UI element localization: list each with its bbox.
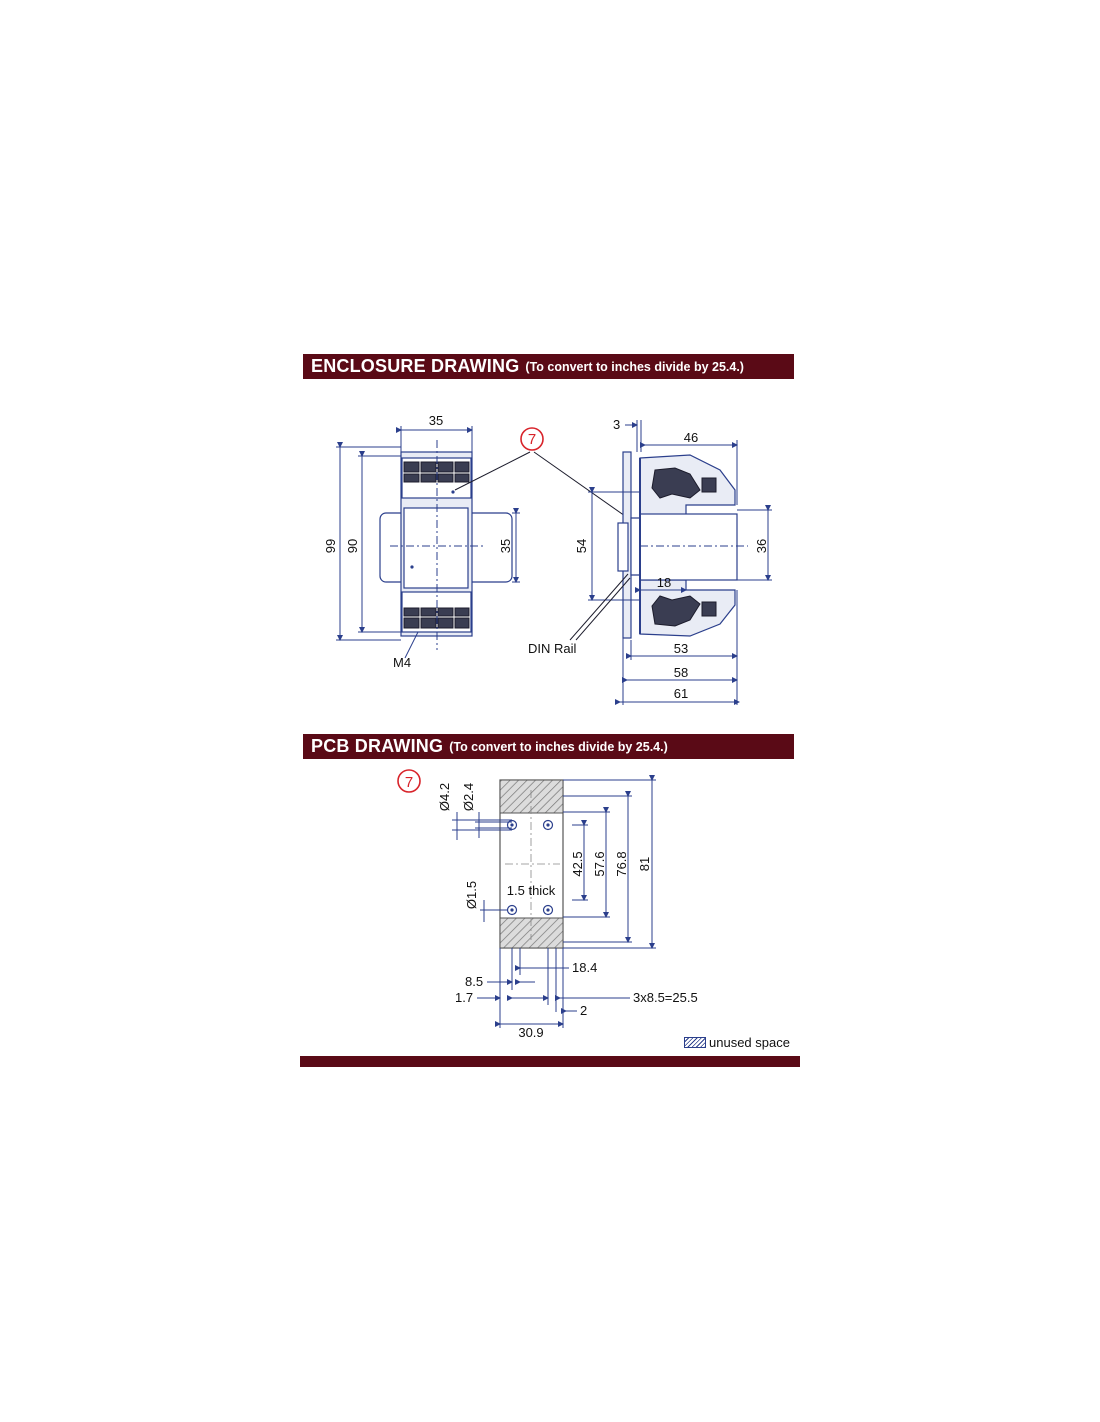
unused-space-legend [684,1035,790,1050]
section-title: PCB DRAWING [311,736,444,756]
dim-pitch: 3x8.5=25.5 [633,990,698,1005]
dim-rail-height: 35 [498,538,513,554]
dim-height-overall: 99 [323,538,338,554]
enclosure-front-view [323,413,520,670]
callout-number: 7 [404,774,414,791]
dim-53: 53 [673,641,689,656]
dim-3: 3 [613,417,621,432]
legend-label: unused space [709,1035,790,1050]
enclosure-side-view [528,417,772,705]
front-panel [404,508,468,588]
unused-area-bottom [500,918,563,948]
dim-58: 58 [673,665,689,680]
pcb-thickness-label: 1.5 thick [506,883,556,898]
unused-area-top [500,780,563,813]
hatch-swatch [684,1037,706,1048]
hole-outer-diameter: Ø4.2 [437,782,452,812]
dim-46: 46 [683,430,699,445]
dim-1-7: 1.7 [455,990,474,1005]
housing-center [640,514,737,580]
dim-36: 36 [754,538,769,554]
screw-label: M4 [393,655,412,670]
pcb-view [398,770,698,1040]
hole-inner-diameter: Ø2.4 [461,782,476,812]
section-subtitle: (To convert to inches divide by 25.4.) [449,739,668,754]
dim-81: 81 [637,856,652,872]
dim-height-body: 90 [345,538,360,554]
dim-2: 2 [580,1003,588,1018]
din-rail-side [631,518,640,575]
dim-30-9: 30.9 [518,1025,544,1040]
section-subtitle: (To convert to inches divide by 25.4.) [525,359,744,374]
dim-8-5: 8.5 [465,974,484,989]
callout-7-enclosure [455,428,635,523]
dim-54: 54 [574,538,589,554]
hole-small-diameter: Ø1.5 [464,880,479,910]
dim-61: 61 [673,686,689,701]
section-title: ENCLOSURE DRAWING [311,356,520,376]
dim-42-5: 42.5 [570,851,585,877]
din-rail-label: DIN Rail [528,641,577,656]
dim-18-4: 18.4 [572,960,598,975]
dim-57-6: 57.6 [592,851,607,877]
dim-width-top: 35 [428,413,444,428]
callout-number: 7 [527,431,537,448]
dim-18: 18 [656,575,672,590]
dim-76-8: 76.8 [614,851,629,877]
